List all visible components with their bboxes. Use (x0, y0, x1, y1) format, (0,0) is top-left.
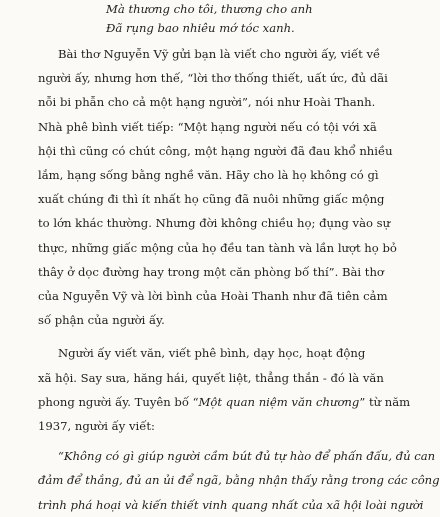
text-line: trình phá hoại và kiến thiết vinh quang nhất của xã hội loài người (38, 497, 424, 512)
text-fragment: ” từ năm (359, 394, 411, 409)
quoted-passage (38, 444, 440, 517)
text-line: xuất chúng đi thì ít nhất họ cũng đã nuôi những giấc mộng (38, 192, 385, 207)
text-line: Nhà phê bình viết tiếp: “Một hạng người nếu có tội với xã (38, 119, 377, 134)
text-line (38, 390, 411, 414)
verse-line: Đã rụng bao nhiêu mớ tóc xanh. (106, 21, 295, 35)
verse-line: Mà thương cho tôi, thương cho anh (106, 2, 313, 16)
text-line: Bài thơ Nguyễn Vỹ gửi bạn là viết cho người ấy, viết về (58, 47, 381, 61)
body-paragraph (38, 341, 411, 438)
text-line: thực, những giấc mộng của họ đều tan tành và lần lượt họ bỏ (38, 240, 397, 255)
essay-title: Một quan niệm văn chương (198, 394, 360, 409)
text-line: số phận của người ấy. (38, 313, 165, 328)
text-line: “Không có gì giúp người cầm bút đủ tự hào để phấn đấu, đủ can (58, 449, 436, 464)
text-line: nỗi bi phẫn cho cả một hạng người”, nói như Hoài Thanh. (38, 95, 376, 110)
text-line: của Nguyễn Vỹ và lời bình của Hoài Thanh như đã tiên cảm (38, 289, 388, 304)
text-line: 1937, người ấy viết: (38, 419, 155, 434)
text-line: hội thì cũng có chút công, một hạng người đã đau khổ nhiều (38, 143, 393, 158)
text-line: lắm, hạng sống bằng nghề văn. Hãy cho là họ không có gì (38, 168, 379, 183)
text-line: Người ấy viết văn, viết phê bình, dạy học, hoạt động (58, 346, 366, 361)
text-line: đảm để thắng, đủ an ủi để ngã, bằng nhận thấy rằng trong các công (38, 473, 440, 488)
text-line: xã hội. Say sưa, hăng hái, quyết liệt, thẳng thắn - đó là văn (38, 370, 384, 385)
poem-verse (38, 0, 360, 38)
text-line: người ấy, nhưng hơn thế, “lời thơ thống thiết, uất ức, đủ dãi (38, 71, 388, 86)
text-fragment: phong người ấy. Tuyên bố “ (38, 394, 199, 409)
body-paragraph (38, 42, 397, 332)
text-line: thây ở dọc đường hay trong một căn phòng bố thí”. Bài thơ (38, 264, 384, 279)
text-line: to lớn khác thường. Nhưng đời không chiều họ; đụng vào sự (38, 216, 391, 231)
